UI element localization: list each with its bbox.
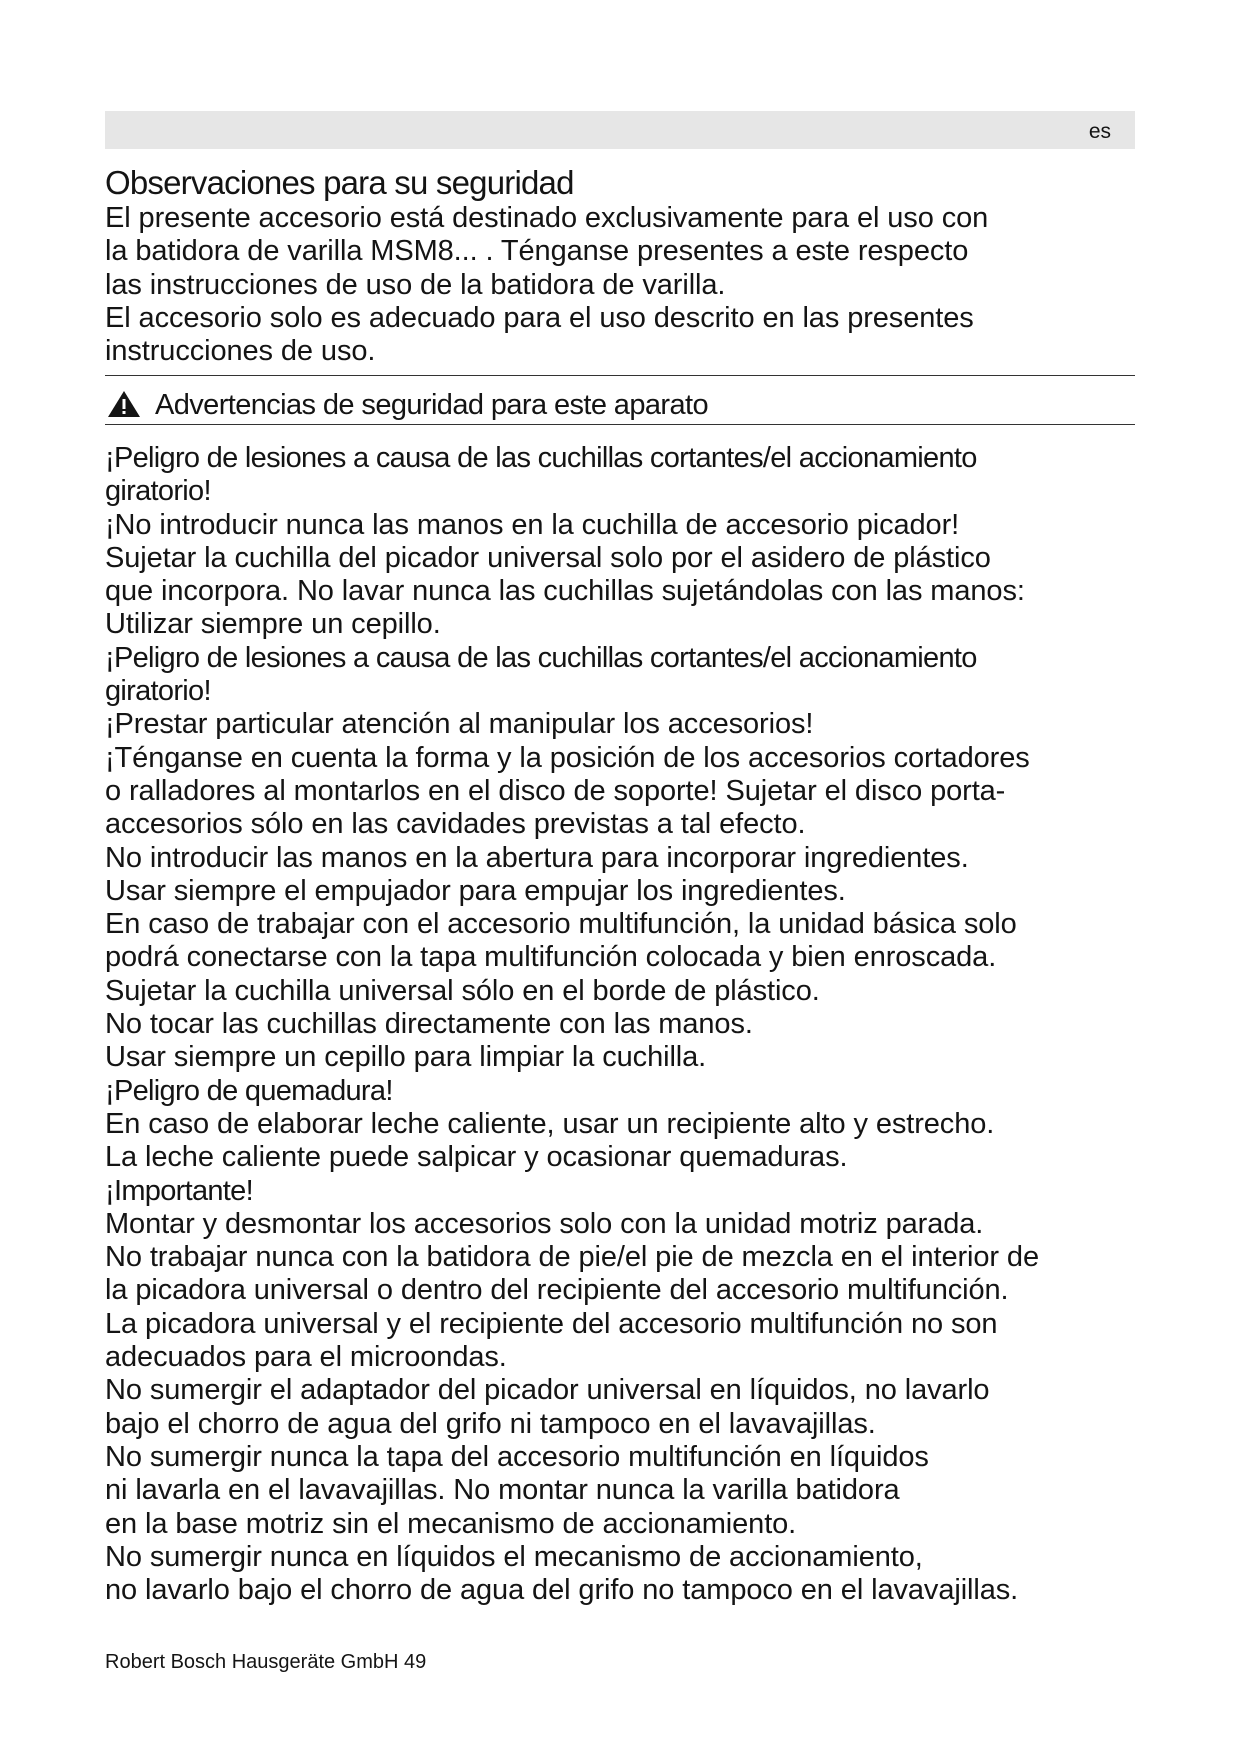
warning-text-line: en la base motriz sin el mecanismo de accionamiento.: [105, 1507, 797, 1540]
intro-paragraph: [105, 202, 988, 368]
intro-line: El presente accesorio está destinado exclusivamente para el uso con: [105, 202, 989, 234]
warning-heading-line: ¡Peligro de lesiones a causa de las cuchillas cortantes/el accionamiento: [105, 641, 977, 674]
warning-triangle-icon: [107, 390, 141, 426]
intro-line: las instrucciones de uso de la batidora de varilla.: [105, 268, 726, 301]
warning-text-line: ¡No introducir nunca las manos en la cuchilla de accesorio picador!: [105, 508, 960, 541]
warning-text-line: accesorios sólo en las cavidades previstas a tal efecto.: [105, 808, 806, 841]
warning-text-line: que incorpora. No lavar nunca las cuchillas sujetándolas con las manos:: [105, 575, 1025, 608]
intro-line: instrucciones de uso.: [105, 335, 376, 368]
warning-text-line: no lavarlo bajo el chorro de agua del grifo no tampoco en el lavavajillas.: [105, 1574, 1019, 1607]
intro-line: El accesorio solo es adecuado para el uso descrito en las presentes: [105, 301, 974, 334]
warnings-heading: [107, 388, 708, 426]
warning-text-line: adecuados para el microondas.: [105, 1341, 507, 1374]
warning-text-line: No sumergir nunca en líquidos el mecanismo de accionamiento,: [105, 1540, 923, 1573]
warning-text-line: Sujetar la cuchilla del picador universal solo por el asidero de plástico: [105, 541, 991, 574]
page-title: Observaciones para su seguridad: [105, 164, 574, 201]
warning-text-line: La leche caliente puede salpicar y ocasionar quemaduras.: [105, 1141, 848, 1174]
warning-heading-line: ¡Peligro de lesiones a causa de las cuchillas cortantes/el accionamiento: [105, 442, 977, 474]
warning-text-line: No tocar las cuchillas directamente con las manos.: [105, 1008, 753, 1041]
footer-text: Robert Bosch Hausgeräte GmbH 49: [105, 1651, 427, 1673]
warning-heading-line: ¡Importante!: [105, 1174, 253, 1207]
warning-text-line: Sujetar la cuchilla universal sólo en el borde de plástico.: [105, 974, 820, 1007]
warning-text-line: o ralladores al montarlos en el disco de soporte! Sujetar el disco porta-: [105, 774, 1006, 807]
language-code: es: [1088, 120, 1111, 143]
safety-warnings-text: [105, 442, 1039, 1607]
warning-text-line: Utilizar siempre un cepillo.: [105, 608, 441, 641]
warning-text-line: En caso de elaborar leche caliente, usar un recipiente alto y estrecho.: [105, 1107, 995, 1140]
warning-text-line: No introducir las manos en la abertura para incorporar ingredientes.: [105, 841, 969, 874]
warning-text-line: ni lavarla en el lavavajillas. No montar nunca la varilla batidora: [105, 1474, 900, 1507]
warning-text-line: No sumergir el adaptador del picador universal en líquidos, no lavarlo: [105, 1374, 990, 1407]
warning-text-line: Usar siempre el empujador para empujar los ingredientes.: [105, 874, 846, 907]
warning-heading-line: giratorio!: [105, 475, 211, 508]
warning-text-line: No trabajar nunca con la batidora de pie/el pie de mezcla en el interior de: [105, 1241, 1039, 1274]
warning-text-line: En caso de trabajar con el accesorio multifunción, la unidad básica solo: [105, 908, 1017, 941]
warning-text-line: La picadora universal y el recipiente del accesorio multifunción no son: [105, 1307, 998, 1340]
warning-text-line: Montar y desmontar los accesorios solo con la unidad motriz parada.: [105, 1207, 984, 1240]
section-rule-bottom: [105, 424, 1135, 425]
warning-text-line: ¡Ténganse en cuenta la forma y la posición de los accesorios cortadores: [105, 741, 1030, 774]
warning-heading-line: ¡Peligro de quemadura!: [105, 1074, 393, 1107]
section-rule-top: [105, 375, 1135, 376]
warning-text-line: No sumergir nunca la tapa del accesorio multifunción en líquidos: [105, 1440, 929, 1473]
warning-text-line: la picadora universal o dentro del recipiente del accesorio multifunción.: [105, 1274, 1009, 1307]
header-bar: [105, 111, 1135, 149]
warning-text-line: podrá conectarse con la tapa multifunción colocada y bien enroscada.: [105, 941, 997, 974]
warning-text-line: ¡Prestar particular atención al manipular los accesorios!: [105, 708, 814, 741]
warning-heading-line: giratorio!: [105, 675, 211, 708]
intro-line: la batidora de varilla MSM8... . Ténganse presentes a este respecto: [105, 235, 969, 268]
warnings-heading-text: Advertencias de seguridad para este aparato: [155, 389, 708, 421]
warning-text-line: Usar siempre un cepillo para limpiar la cuchilla.: [105, 1041, 707, 1074]
warning-text-line: bajo el chorro de agua del grifo ni tampoco en el lavavajillas.: [105, 1407, 876, 1440]
